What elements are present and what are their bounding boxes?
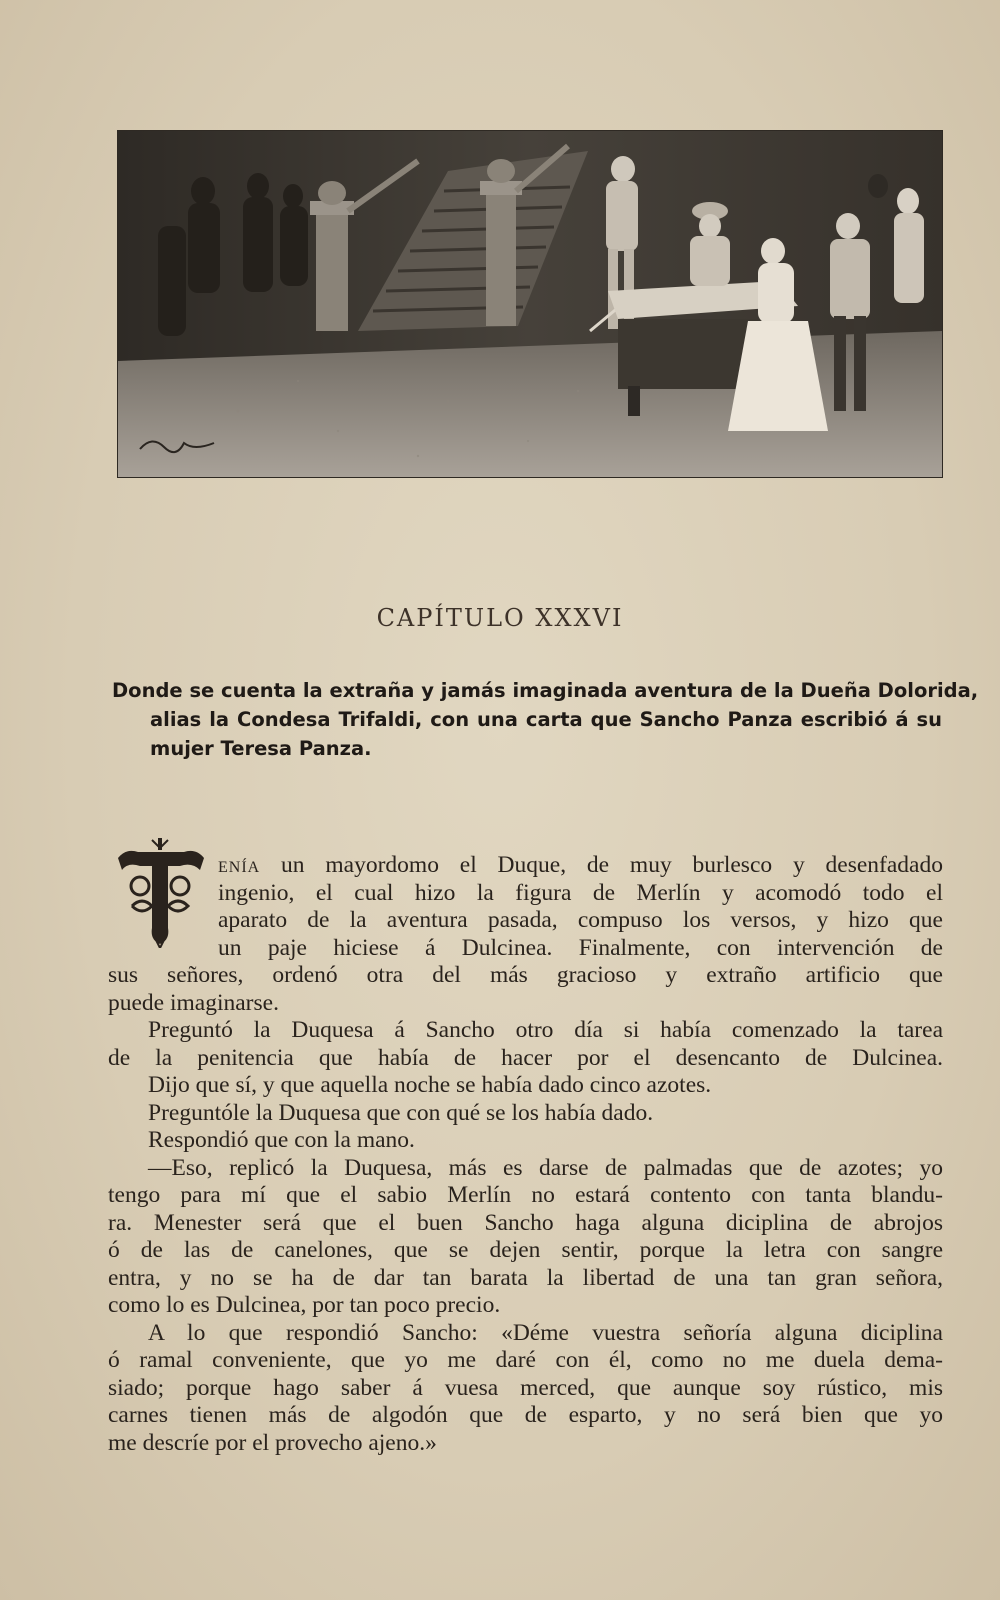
- chapter-summary-line: mujer Teresa Panza.: [150, 737, 372, 760]
- body-line: me descríe por el provecho ajeno.»: [108, 1429, 437, 1456]
- body-line: tengo para mí que el sabio Merlín no estará contento con tanta blandu-: [108, 1182, 943, 1208]
- body-line: Preguntó la Duquesa á Sancho otro día si había comenzado la tarea: [148, 1017, 943, 1043]
- engraving-illustration-drawing: [118, 131, 942, 477]
- body-line: —Eso, replicó la Duquesa, más es darse de palmadas que de azotes; yo: [148, 1154, 943, 1181]
- body-line: ra. Menester será que el buen Sancho haga alguna diciplina de abrojos: [108, 1209, 943, 1236]
- chapter-summary-line: alias la Condesa Trifaldi, con una carta que Sancho Panza escribió á su: [150, 708, 942, 731]
- body-line: siado; porque hago saber á vuesa merced, que aunque soy rústico, mis: [108, 1374, 943, 1401]
- body-line: puede imaginarse.: [108, 989, 279, 1016]
- body-line: aparato de la aventura pasada, compuso los versos, y hizo que: [218, 907, 943, 933]
- chapter-title: CAPÍTULO XXXVI: [376, 604, 624, 632]
- body-line: Preguntóle la Duquesa que con qué se los había dado.: [148, 1099, 654, 1126]
- chapter-summary-line: Donde se cuenta la extraña y jamás imaginada aventura de la Dueña Dolorida,: [112, 679, 979, 702]
- body-line: sus señores, ordenó otra del más gracioso y extraño artificio que: [108, 962, 943, 988]
- engraving-illustration: [117, 130, 943, 478]
- body-line: como lo es Dulcinea, por tan poco precio.: [108, 1292, 501, 1318]
- body-line-text: un mayordomo el Duque, de muy burlesco y desenfadado: [281, 852, 943, 878]
- body-line: carnes tienen más de algodón que de esparto, y no será bien que yo: [108, 1402, 943, 1428]
- body-line: de la penitencia que había de hacer por el desencanto de Dulcinea.: [108, 1044, 943, 1071]
- opening-smallcaps: enía: [218, 852, 261, 878]
- body-line: ingenio, el cual hizo la figura de Merlín y acomodó todo el: [218, 879, 943, 906]
- body-line: un paje hiciese á Dulcinea. Finalmente, con intervención de: [218, 934, 943, 961]
- chapter-body-text: [108, 852, 943, 1457]
- body-line: [108, 852, 943, 880]
- body-line: ó ramal conveniente, que yo me daré con él, como no me duela dema-: [108, 1347, 943, 1373]
- chapter-summary: [112, 676, 979, 763]
- body-line: entra, y no se ha de dar tan barata la libertad de una tan gran señora,: [108, 1264, 943, 1291]
- body-line: Dijo que sí, y que aquella noche se había dado cinco azotes.: [148, 1072, 712, 1098]
- body-line: ó de las de canelones, que se dejen sentir, porque la letra con sangre: [108, 1237, 943, 1263]
- body-line: Respondió que con la mano.: [148, 1127, 415, 1153]
- body-line: A lo que respondió Sancho: «Déme vuestra señoría alguna diciplina: [148, 1319, 943, 1346]
